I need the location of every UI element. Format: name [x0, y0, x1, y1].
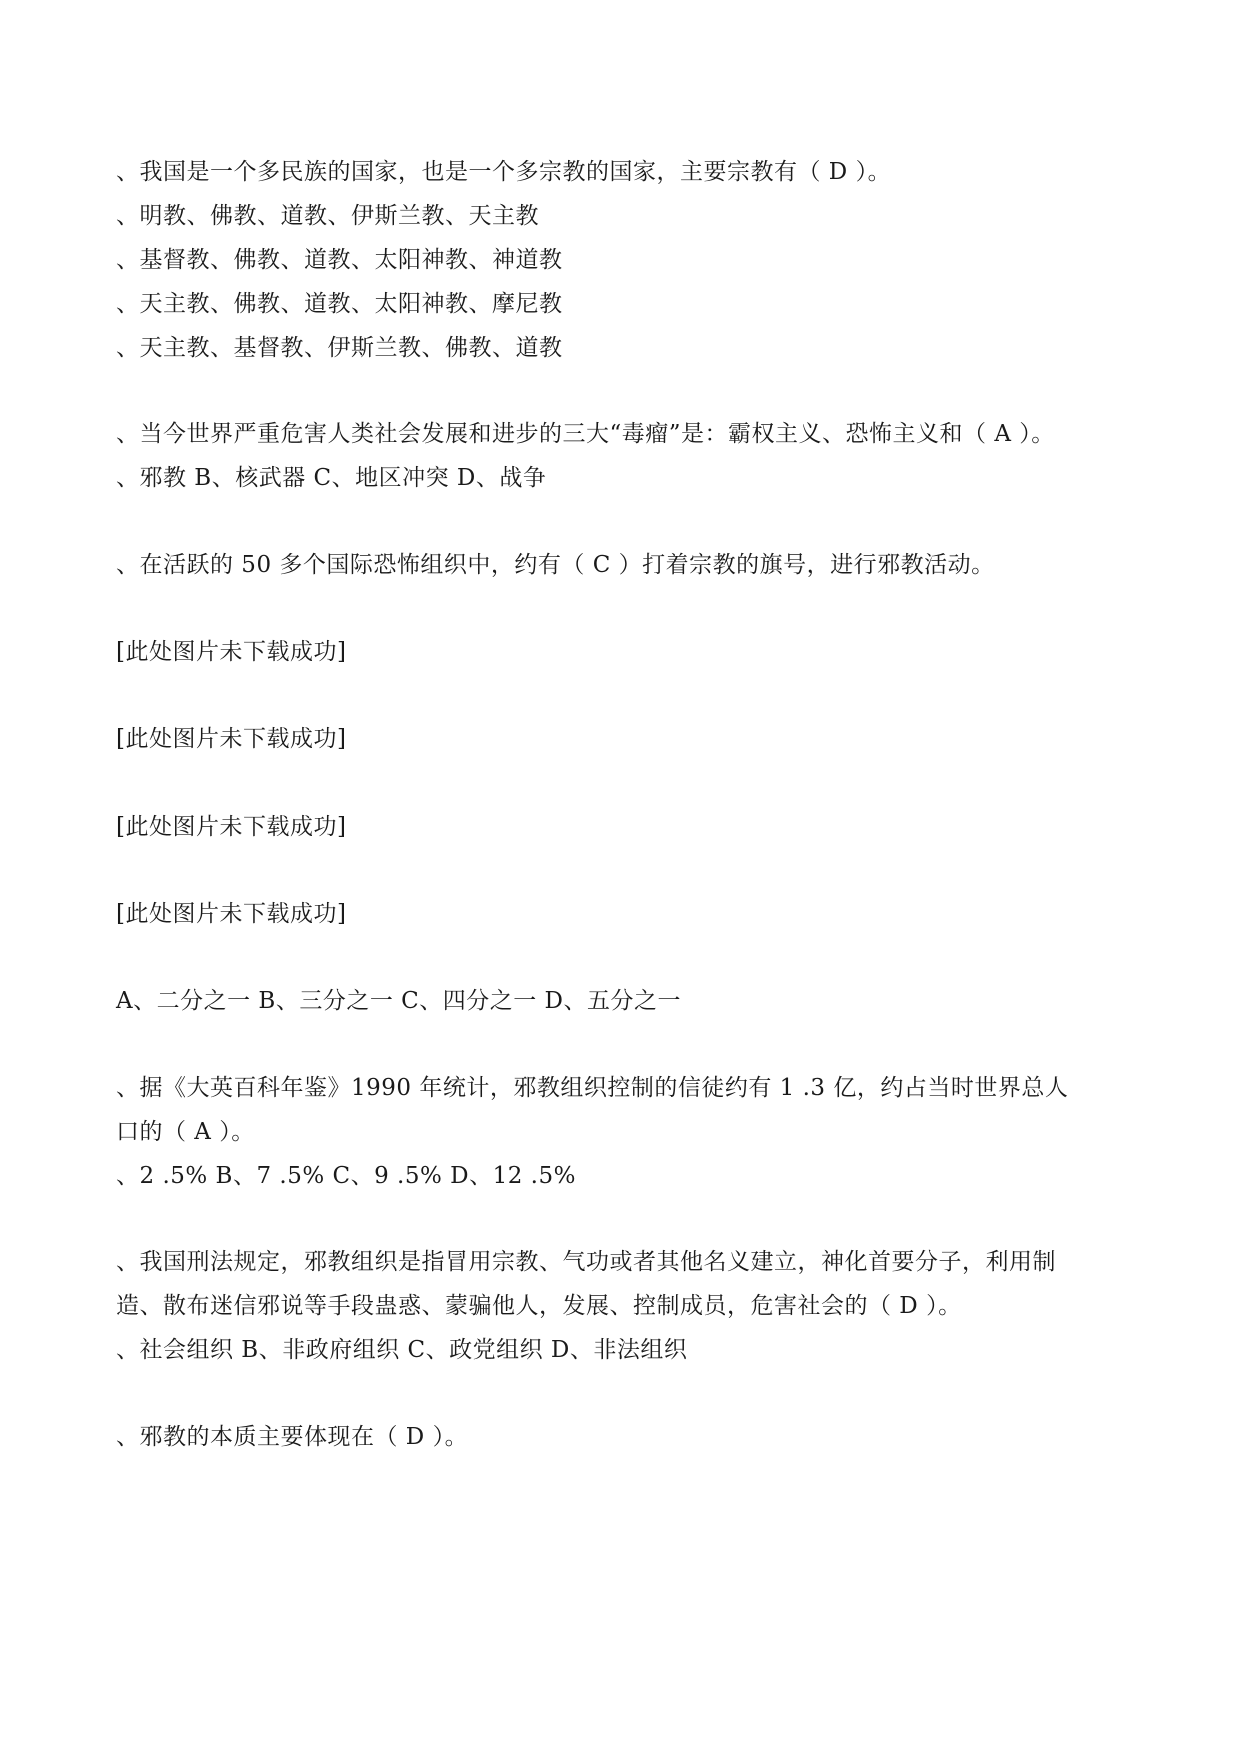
q1-stem: 、我国是一个多民族的国家，也是一个多宗教的国家，主要宗教有（ D ）。	[116, 159, 892, 185]
q4-stem: 口的（ A ）。	[116, 1119, 255, 1145]
q5-options: 、社会组织 B、非政府组织 C、政党组织 D、非法组织	[116, 1337, 688, 1363]
q6-stem: 、邪教的本质主要体现在（ D ）。	[116, 1424, 469, 1450]
q2-stem: 、当今世界严重危害人类社会发展和进步的三大“毒瘤”是：霸权主义、恐怖主义和（ A ）。	[116, 421, 1055, 447]
q3-stem: 、在活跃的 50 多个国际恐怖组织中，约有（ C ）打着宗教的旗号，进行邪教活动。	[116, 552, 995, 578]
q1-option: 、天主教、佛教、道教、太阳神教、摩尼教	[116, 291, 563, 317]
q5-stem: 、我国刑法规定，邪教组织是指冒用宗教、气功或者其他名义建立，神化首要分子，利用制	[116, 1249, 1056, 1275]
image-placeholder: [此处图片未下载成功]	[116, 639, 347, 665]
image-placeholder: [此处图片未下载成功]	[116, 726, 347, 752]
q1-option: 、天主教、基督教、伊斯兰教、佛教、道教	[116, 335, 563, 361]
image-placeholder: [此处图片未下载成功]	[116, 901, 347, 927]
q1-option: 、基督教、佛教、道教、太阳神教、神道教	[116, 247, 563, 273]
image-placeholder: [此处图片未下载成功]	[116, 814, 347, 840]
q3-options: A、二分之一 B、三分之一 C、四分之一 D、五分之一	[116, 988, 681, 1014]
q2-options: 、邪教 B、核武器 C、地区冲突 D、战争	[116, 465, 547, 491]
q4-stem: 、据《大英百科年鉴》1990 年统计，邪教组织控制的信徒约有 1 .3 亿，约占当时世界总人	[116, 1075, 1069, 1101]
q1-option: 、明教、佛教、道教、伊斯兰教、天主教	[116, 203, 539, 229]
q4-options: 、2 .5% B、7 .5% C、9 .5% D、12 .5%	[116, 1163, 576, 1189]
q5-stem: 造、散布迷信邪说等手段蛊惑、蒙骗他人，发展、控制成员，危害社会的（ D ）。	[116, 1293, 962, 1319]
